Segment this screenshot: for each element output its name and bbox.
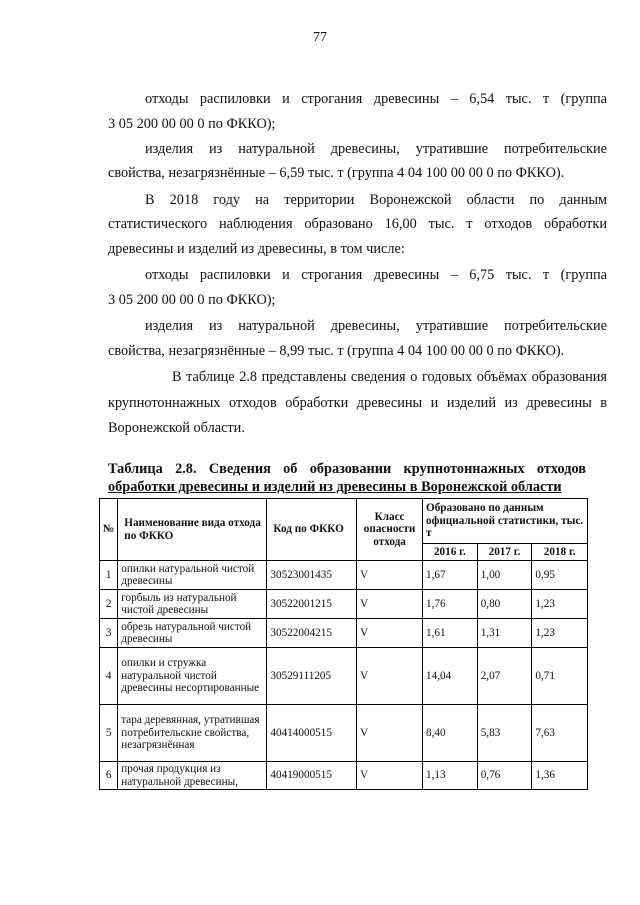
paragraph-line: Воронежской области. xyxy=(108,420,245,436)
paragraph-line: крупнотоннажных отходов обработки древесины и изделий из древесины в xyxy=(108,395,607,411)
row-value-2018: 0,71 xyxy=(532,648,588,705)
row-value-2016: 1,61 xyxy=(423,619,478,648)
row-name: обрезь натуральной чистой древесины xyxy=(118,619,267,648)
row-num: 3 xyxy=(100,619,118,648)
row-value-2018: 7,63 xyxy=(532,705,588,762)
paragraph-line: свойства, незагрязнённые – 6,59 тыс. т (группа 4 04 100 00 00 0 по ФККО). xyxy=(108,165,565,181)
row-code: 30522004215 xyxy=(267,619,357,648)
waste-table xyxy=(99,498,588,790)
paragraph-line: изделия из натуральной древесины, утратившие потребительские xyxy=(145,318,607,334)
row-value-2016: 1,76 xyxy=(423,590,478,619)
row-value-2018: 1,36 xyxy=(532,762,588,790)
row-name: опилки и стружка натуральной чистой древесины несортированные xyxy=(118,648,267,705)
row-hazard: V xyxy=(357,561,423,590)
header-code: Код по ФККО xyxy=(267,499,357,561)
row-value-2016: 14,04 xyxy=(423,648,478,705)
table-row xyxy=(100,705,588,762)
paragraph-line: свойства, незагрязнённые – 8,99 тыс. т (группа 4 04 100 00 00 0 по ФККО). xyxy=(108,343,565,359)
row-value-2018: 1,23 xyxy=(532,590,588,619)
row-hazard: V xyxy=(357,648,423,705)
table-row xyxy=(100,648,588,705)
row-value-2017: 0,76 xyxy=(477,762,532,790)
table-header-row xyxy=(100,499,588,544)
row-name: горбыль из натуральной чистой древесины xyxy=(118,590,267,619)
header-year-2016: 2016 г. xyxy=(423,544,478,561)
row-value-2018: 0,95 xyxy=(532,561,588,590)
row-num: 4 xyxy=(100,648,118,705)
header-name: Наименование вида отхода по ФККО xyxy=(118,499,267,561)
table-row xyxy=(100,619,588,648)
table-row xyxy=(100,561,588,590)
row-code: 30523001435 xyxy=(267,561,357,590)
row-hazard: V xyxy=(357,762,423,790)
paragraph-line: изделия из натуральной древесины, утратившие потребительские xyxy=(145,141,607,157)
paragraph-line: В таблице 2.8 представлены сведения о годовых объёмах образования xyxy=(172,369,607,385)
paragraph-line: 3 05 200 00 00 0 по ФККО); xyxy=(108,116,276,132)
paragraph-line: статистического наблюдения образовано 16,00 тыс. т отходов обработки xyxy=(108,216,607,232)
paragraph-line: отходы распиловки и строгания древесины – 6,54 тыс. т (группа xyxy=(145,91,607,107)
row-num: 2 xyxy=(100,590,118,619)
row-value-2018: 1,23 xyxy=(532,619,588,648)
row-value-2017: 1,31 xyxy=(477,619,532,648)
page-number: 77 xyxy=(313,30,327,45)
row-value-2017: 1,00 xyxy=(477,561,532,590)
paragraph-line: древесины и изделий из древесины, в том числе: xyxy=(108,241,405,257)
table-row xyxy=(100,590,588,619)
paragraph-line: 3 05 200 00 00 0 по ФККО); xyxy=(108,292,276,308)
row-hazard: V xyxy=(357,590,423,619)
row-value-2016: 1,13 xyxy=(423,762,478,790)
row-code: 40419000515 xyxy=(267,762,357,790)
header-year-2017: 2017 г. xyxy=(477,544,532,561)
table-caption: Таблица 2.8. Сведения об образовании крупнотоннажных отходов xyxy=(108,461,586,477)
row-value-2017: 2,07 xyxy=(477,648,532,705)
row-name: опилки натуральной чистой древесины xyxy=(118,561,267,590)
row-hazard: V xyxy=(357,619,423,648)
header-year-2018: 2018 г. xyxy=(532,544,588,561)
header-hazard: Класс опасности отхода xyxy=(357,499,423,561)
row-hazard: V xyxy=(357,705,423,762)
row-value-2016: 8,40 xyxy=(423,705,478,762)
row-value-2017: 5,83 xyxy=(477,705,532,762)
header-formed: Образовано по данным официальной статистики, тыс. т xyxy=(423,499,588,544)
row-name: прочая продукция из натуральной древесины, xyxy=(118,762,267,790)
row-num: 1 xyxy=(100,561,118,590)
paragraph-line: В 2018 году на территории Воронежской области по данным xyxy=(145,192,607,208)
row-value-2017: 0,80 xyxy=(477,590,532,619)
paragraph-line: отходы распиловки и строгания древесины – 6,75 тыс. т (группа xyxy=(145,267,607,283)
row-num: 5 xyxy=(100,705,118,762)
header-num: № xyxy=(100,499,118,561)
table-caption: обработки древесины и изделий из древесины в Воронежской области xyxy=(108,479,562,495)
row-value-2016: 1,67 xyxy=(423,561,478,590)
row-name: тара деревянная, утратившая потребительские свойства, незагрязнённая xyxy=(118,705,267,762)
table-row xyxy=(100,762,588,790)
row-code: 30529111205 xyxy=(267,648,357,705)
row-num: 6 xyxy=(100,762,118,790)
row-code: 40414000515 xyxy=(267,705,357,762)
row-code: 30522001215 xyxy=(267,590,357,619)
